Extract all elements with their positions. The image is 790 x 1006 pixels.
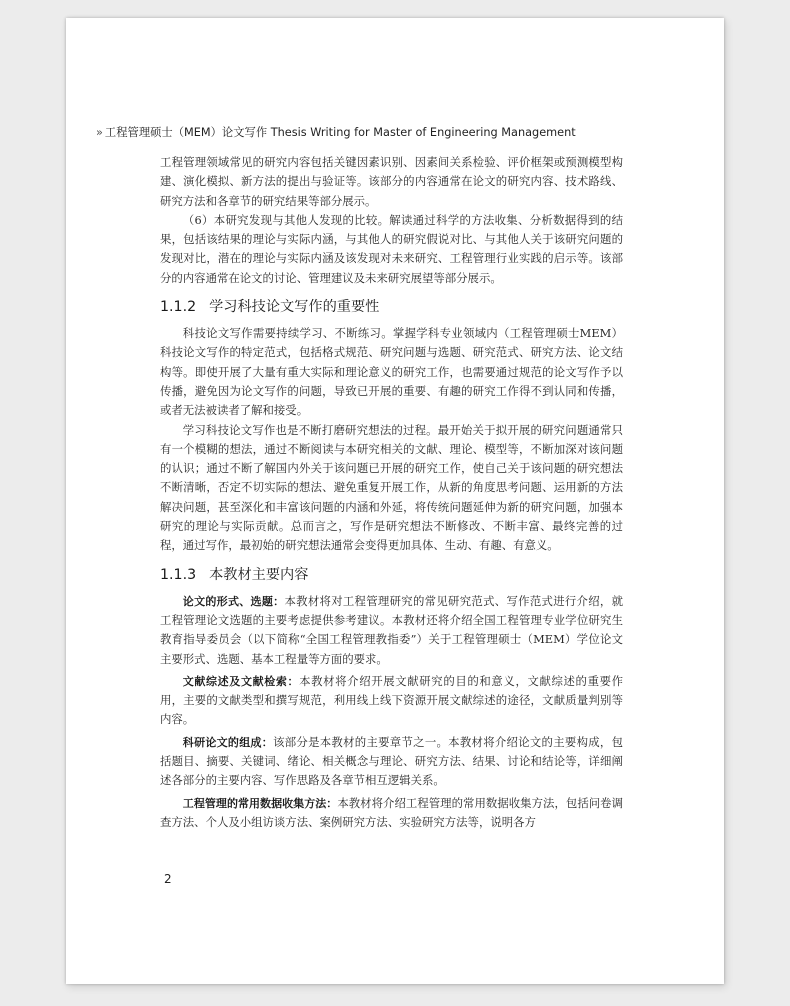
content-item-lead: 科研论文的组成： — [182, 735, 274, 749]
chevron-double-right-icon: » — [96, 126, 101, 139]
content-item — [160, 733, 623, 791]
section-number: 1.1.3 — [160, 566, 197, 583]
content-item — [160, 794, 623, 833]
content-item — [160, 592, 623, 669]
content-item-lead: 论文的形式、选题： — [182, 594, 285, 608]
running-head-title: 工程管理硕士（MEM）论文写作 Thesis Writing for Master of Engineering Management — [104, 126, 576, 139]
content-list — [160, 592, 623, 833]
item6-paragraph: （6）本研究发现与其他人发现的比较。解读通过科学的方法收集、分析数据得到的结果，包括该结果的理论与实际内涵，与其他人的研究假说对比、与其他人关于该研究问题的发现对比，潜在的理论与实际内涵及该发现对未来研究、工程管理行业实践的启示等。该部分的内容通常在论文的讨论、管理建议及未来研究展望等部分展示。 — [160, 212, 623, 285]
section-heading-1-1-3 — [160, 563, 623, 587]
content-item-lead: 文献综述及文献检索： — [182, 674, 300, 688]
intro-paragraph: 工程管理领域常见的研究内容包括关键因素识别、因素间关系检验、评价框架或预测模型构建、演化模拟、新方法的提出与验证等。该部分的内容通常在论文的研究内容、技术路线、研究方法和各章节的研究结果等部分展示。 — [160, 155, 623, 208]
section-heading-1-1-2 — [160, 295, 623, 319]
content-item-text: 该部分是本教材的主要章节之一。本教材将介绍论文的主要构成，包括题目、摘要、关键词、绪论、相关概念与理论、研究方法、结果、讨论和结论等，详细阐述各部分的主要内容、写作思路及各章节相互逻辑关系。 — [160, 734, 623, 788]
content-item-text: 本教材将介绍开展文献研究的目的和意义，文献综述的重要作用，主要的文献类型和撰写规范，利用线上线下资源开展文献综述的途径，文献质量判别等内容。 — [160, 673, 623, 727]
section-number: 1.1.2 — [160, 299, 197, 316]
section-title: 学习科技论文写作的重要性 — [209, 299, 380, 316]
paragraph: 学习科技论文写作也是不断打磨研究想法的过程。最开始关于拟开展的研究问题通常只有一个模糊的想法，通过不断阅读与本研究相关的文献、理论、模型等，不断加深对该问题的认识；通过不断了解国内外关于该问题已开展的研究工作，使自己关于该问题的研究想法不断清晰，否定不切实际的想法、避免重复开展工作，从新的角度思考问题、运用新的方法解决问题，甚至深化和丰富该问题的内涵和外延，将传统问题延伸为新的研究问题，加强本研究的理论与实际贡献。总而言之，写作是研究想法不断修改、不断丰富、最终完善的过程，通过写作，最初始的研究想法通常会变得更加具体、生动、有趣、有意义。 — [160, 422, 623, 553]
content-item-lead: 工程管理的常用数据收集方法： — [182, 796, 338, 810]
body-text — [160, 153, 623, 835]
content-item-text: 本教材将对工程管理研究的常见研究范式、写作范式进行介绍，就工程管理论文选题的主要考虑提供参考建议。本教材还将介绍全国工程管理专业学位研究生教育指导委员会（以下简称“全国工程管理教指委”）关于工程管理硕士（MEM）学位论文主要形式、选题、基本工程量等方面的要求。 — [160, 593, 624, 666]
page-number: 2 — [164, 872, 172, 886]
content-item — [160, 672, 623, 730]
content-item-text: 本教材将介绍工程管理的常用数据收集方法，包括问卷调查方法、个人及小组访谈方法、案例研究方法、实验研究方法等，说明各方 — [160, 795, 623, 829]
section-title: 本教材主要内容 — [209, 566, 309, 583]
paragraph: 科技论文写作需要持续学习、不断练习。掌握学科专业领域内（工程管理硕士MEM）科技论文写作的特定范式，包括格式规范、研究问题与选题、研究范式、研究方法、论文结构等。即使开展了大量有重大实际和理论意义的研究工作，也需要通过规范的论文写作予以传播，避免因为论文写作的问题，导致已开展的重要、有趣的研究工作得不到认同和传播，或者无法被读者了解和接受。 — [160, 326, 623, 418]
running-head — [96, 124, 636, 140]
